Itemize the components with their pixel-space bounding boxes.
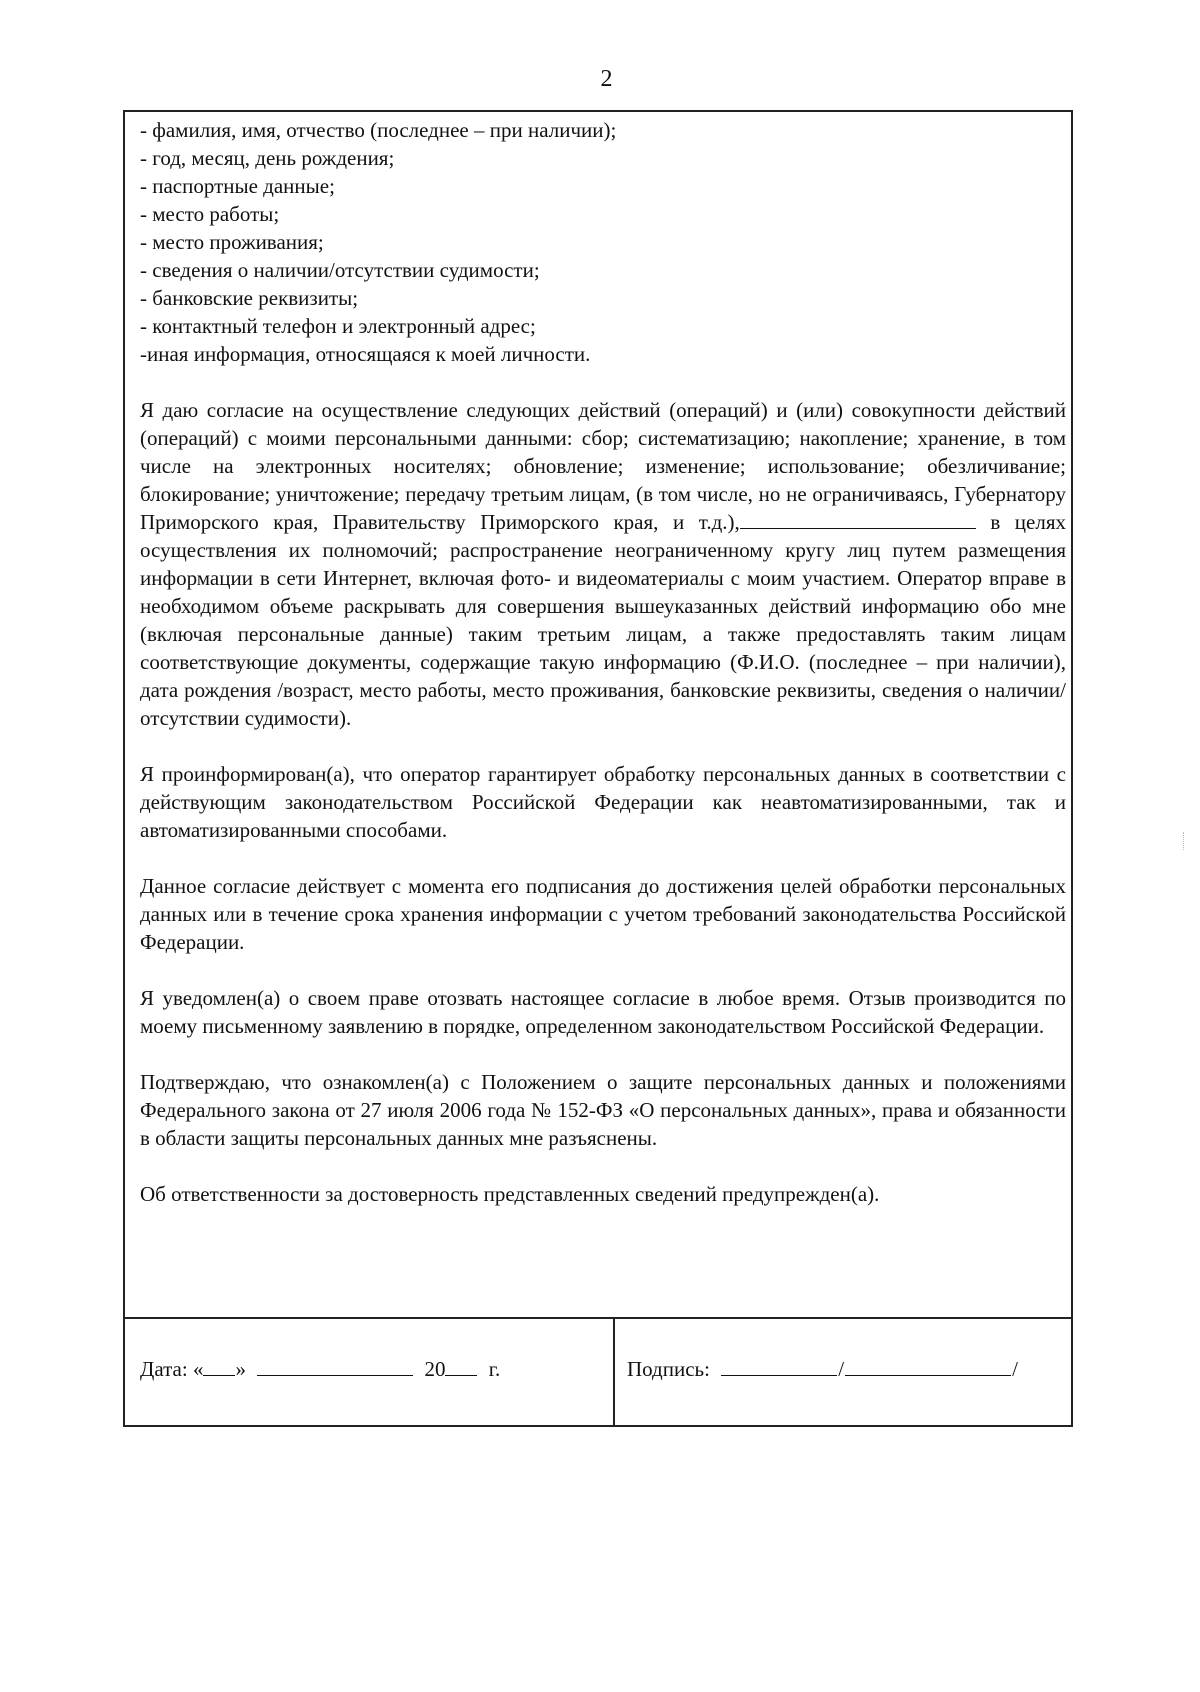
list-item: - сведения о наличии/отсутствии судимости; <box>140 258 540 282</box>
day-field[interactable] <box>203 1357 235 1376</box>
third-party-blank-field[interactable] <box>740 510 976 529</box>
signature-row <box>125 1317 1071 1425</box>
list-item: - место работы; <box>140 202 280 226</box>
page-number: 2 <box>600 66 613 92</box>
slash-separator: / <box>1012 1357 1018 1381</box>
year-field[interactable] <box>445 1357 477 1376</box>
consent-form-frame <box>123 110 1073 1427</box>
list-item: -иная информация, относящаяся к моей личности. <box>140 342 591 366</box>
acknowledgement-paragraph: Подтверждаю, что ознакомлен(а) с Положением о защите персональных данных и положениями Федерального закона от 27 июля 2006 года № 152-ФЗ «О персональных данных», права и обязанности в области защиты персональных данных мне разъяснены. <box>140 1070 1066 1150</box>
consent-paragraph <box>140 396 1066 732</box>
year-prefix: 20 <box>424 1357 446 1381</box>
month-field[interactable] <box>257 1357 413 1376</box>
slash-separator: / <box>838 1357 845 1381</box>
informed-paragraph: Я проинформирован(а), что оператор гарантирует обработку персональных данных в соответствии с действующим законодательством Российской Федерации как неавтоматизированными, так и автоматизированными способами. <box>140 762 1066 842</box>
date-quote-close: » <box>235 1357 246 1381</box>
year-suffix: г. <box>488 1357 501 1381</box>
consent-form-content <box>140 116 1066 1208</box>
signature-field[interactable] <box>721 1357 837 1376</box>
scan-margin-mark <box>1183 832 1187 850</box>
validity-paragraph: Данное согласие действует с момента его подписания до достижения целей обработки персональных данных или в течение срока хранения информации с учетом требований законодательства Российской Федерации. <box>140 874 1066 954</box>
revocation-paragraph: Я уведомлен(а) о своем праве отозвать настоящее согласие в любое время. Отзыв производится по моему письменному заявлению в порядке, определенном законодательством Российской Федерации. <box>140 986 1066 1038</box>
list-item: - фамилия, имя, отчество (последнее – при наличии); <box>140 118 617 142</box>
list-item: - банковские реквизиты; <box>140 286 359 310</box>
list-item: - контактный телефон и электронный адрес; <box>140 314 536 338</box>
cell-divider <box>613 1319 615 1425</box>
consent-text-part2: в целях осуществления их полномочий; распространение неограниченному кругу лиц путем размещения информации в сети Интернет, включая фото- и видеоматериалы с моим участием. Оператор вправе в необходимом объеме раскрывать для совершения вышеуказанных действий информацию обо мне (включая персональные данные) таким третьим лицам, а также предоставлять таким лицам соответствующие документы, содержащие такую информацию (Ф.И.О. (последнее – при наличии), дата рождения /возраст, место работы, место проживания, банковские реквизиты, сведения о наличии/отсутствии судимости). <box>140 510 1066 730</box>
date-label: Дата: « <box>140 1357 204 1381</box>
list-item: - паспортные данные; <box>140 174 335 198</box>
personal-data-list <box>140 116 1066 368</box>
list-item: - год, месяц, день рождения; <box>140 146 395 170</box>
date-cell <box>140 1357 500 1382</box>
responsibility-paragraph: Об ответственности за достоверность представленных сведений предупрежден(а). <box>140 1182 880 1206</box>
signature-label: Подпись: <box>627 1357 710 1381</box>
list-item: - место проживания; <box>140 230 324 254</box>
full-name-field[interactable] <box>845 1357 1011 1376</box>
signature-cell <box>627 1357 1019 1382</box>
consent-text-part1: Я даю согласие на осуществление следующих действий (операций) и (или) совокупности действий (операций) с моими персональными данными: сбор; систематизацию; накопление; хранение, в том числе на электронных носителях; обновление; изменение; использование; обезличивание; блокирование; уничтожение; передачу третьим лицам, (в том числе, но не ограничиваясь, Губернатору Приморского края, Правительству Приморского края, и т.д.), <box>140 398 1066 534</box>
